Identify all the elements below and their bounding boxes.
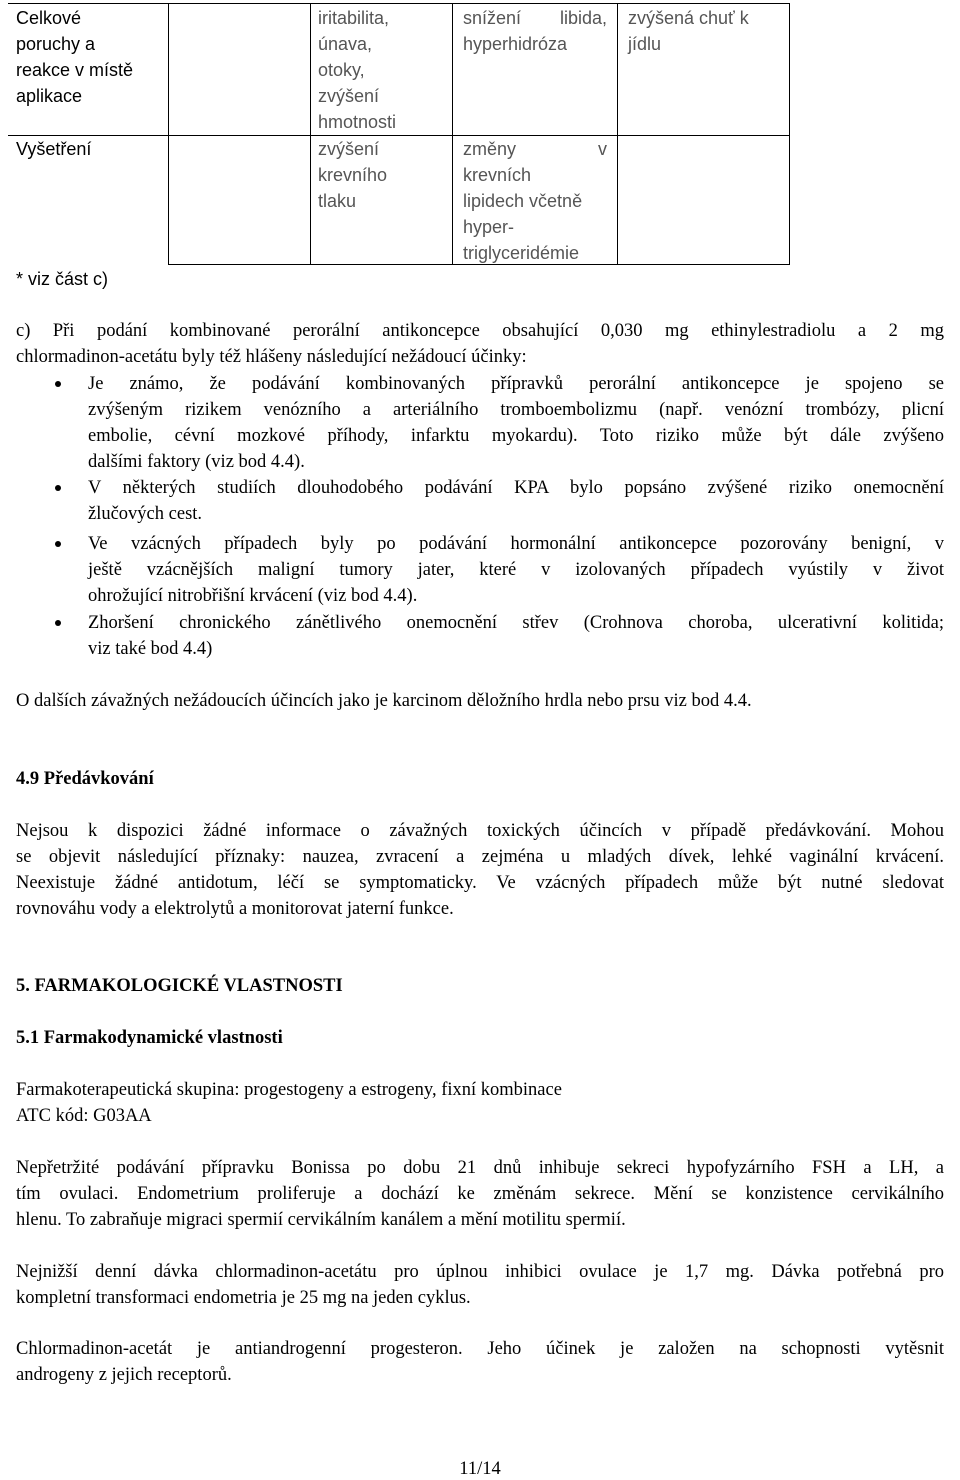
table-row-label: Celkové poruchy a reakce v místě aplikace — [16, 8, 134, 106]
paragraph-line: Neexistuje žádné antidotum, léčí se symptomaticky. Ve vzácných případech může být nutné sledovat — [16, 873, 944, 893]
subsection-heading: 5.1 Farmakodynamické vlastnosti — [16, 1028, 283, 1048]
paragraph-line: rovnováhu vody a elektrolytů a monitorovat jaterní funkce. — [16, 899, 454, 919]
section-heading: 5. FARMAKOLOGICKÉ VLASTNOSTI — [16, 976, 343, 996]
paragraph-line: Nejnižší denní dávka chlormadinon-acetátu pro úplnou inhibici ovulace je 1,7 mg. Dávka potřebná pro — [16, 1262, 944, 1282]
table-col-divider — [452, 3, 453, 265]
table-cell: iritabilita, únava, otoky, zvýšení hmotnosti — [318, 8, 397, 132]
paragraph-line: Nejsou k dispozici žádné informace o závažných toxických účincích v případě předávkování. Mohou — [16, 821, 944, 841]
paragraph-line: androgeny z jejich receptorů. — [16, 1365, 232, 1385]
table-col-divider — [168, 3, 169, 265]
paragraph-line: tím ovulaci. Endometrium proliferuje a dochází ke změnám sekrece. Mění se konzistence cervikálního — [16, 1184, 944, 1204]
list-item: Je známo, že podávání kombinovaných přípravků perorální antikoncepce je spojeno se — [88, 374, 944, 394]
list-item: zvýšeným rizikem venózního a arteriálního tromboembolizmu (např. venózní trombózy, plicní — [88, 400, 944, 420]
paragraph-line: Nepřetržité podávání přípravku Bonissa po dobu 21 dnů inhibuje sekreci hypofyzárního FSH a LH, a — [16, 1158, 944, 1178]
list-item: Zhoršení chronického zánětlivého onemocnění střev (Crohnova choroba, ulcerativní kolitida; — [88, 613, 944, 633]
list-item: ohrožující nitrobřišní krvácení (viz bod 4.4). — [88, 586, 418, 606]
paragraph-line: hlenu. To zabraňuje migraci spermií cervikálním kanálem a mění motilitu spermií. — [16, 1210, 626, 1230]
table-cell: změny v krevních lipidech včetně hyper- triglyceridémie — [463, 139, 607, 263]
paragraph-line: se objevit následující příznaky: nauzea, zvracení a zejména u mladých dívek, lehké vaginální krvácení. — [16, 847, 944, 867]
table-cell: zvýšení krevního tlaku — [318, 139, 388, 211]
table-row-divider — [8, 135, 790, 136]
table-border-top — [8, 3, 790, 4]
list-item: viz také bod 4.4) — [88, 639, 213, 659]
table-cell: zvýšená chuť k jídlu — [628, 8, 749, 54]
list-item: embolie, cévní mozkové příhody, infarktu myokardu). Toto riziko může být dále zvýšeno — [88, 426, 944, 446]
table-col-divider — [310, 3, 311, 265]
paragraph-line: Chlormadinon-acetát je antiandrogenní progesteron. Jeho účinek je založen na schopnosti vytěsnit — [16, 1339, 944, 1359]
table-footnote: * viz část c) — [16, 269, 109, 289]
bullet-icon — [55, 541, 61, 547]
bullet-icon — [55, 485, 61, 491]
table-cell: snížení libida, hyperhidróza — [463, 8, 607, 54]
section-c-intro-line: c) Při podání kombinované perorální antikoncepce obsahující 0,030 mg ethinylestradiolu a 2 mg — [16, 321, 944, 341]
bullet-icon — [55, 620, 61, 626]
pharmacotherapeutic-group: Farmakoterapeutická skupina: progestogeny a estrogeny, fixní kombinace — [16, 1080, 562, 1100]
table-col-divider — [617, 3, 618, 265]
list-item: V některých studiích dlouhodobého podávání KPA bylo popsáno zvýšené riziko onemocnění — [88, 478, 944, 498]
atc-code: ATC kód: G03AA — [16, 1106, 152, 1126]
bullet-icon — [55, 381, 61, 387]
list-item: dalšími faktory (viz bod 4.4). — [88, 452, 305, 472]
table-border-right — [789, 3, 790, 265]
table-row-label: Vyšetření — [16, 139, 92, 159]
paragraph-line: kompletní transformaci endometria je 25 mg na jeden cyklus. — [16, 1288, 471, 1308]
list-item: žlučových cest. — [88, 504, 203, 524]
page-number: 11/14 — [459, 1459, 501, 1479]
list-item: ještě vzácnějších maligní tumory jater, které v izolovaných případech vyústily v život — [88, 560, 944, 580]
section-c-intro-line: chlormadinon-acetátu byly též hlášeny následující nežádoucí účinky: — [16, 347, 527, 367]
section-c-closing: O dalších závažných nežádoucích účincích jako je karcinom děložního hrdla nebo prsu viz bod 4.4. — [16, 691, 752, 711]
section-heading: 4.9 Předávkování — [16, 769, 154, 789]
list-item: Ve vzácných případech byly po podávání hormonální antikoncepce pozorovány benigní, v — [88, 534, 944, 554]
